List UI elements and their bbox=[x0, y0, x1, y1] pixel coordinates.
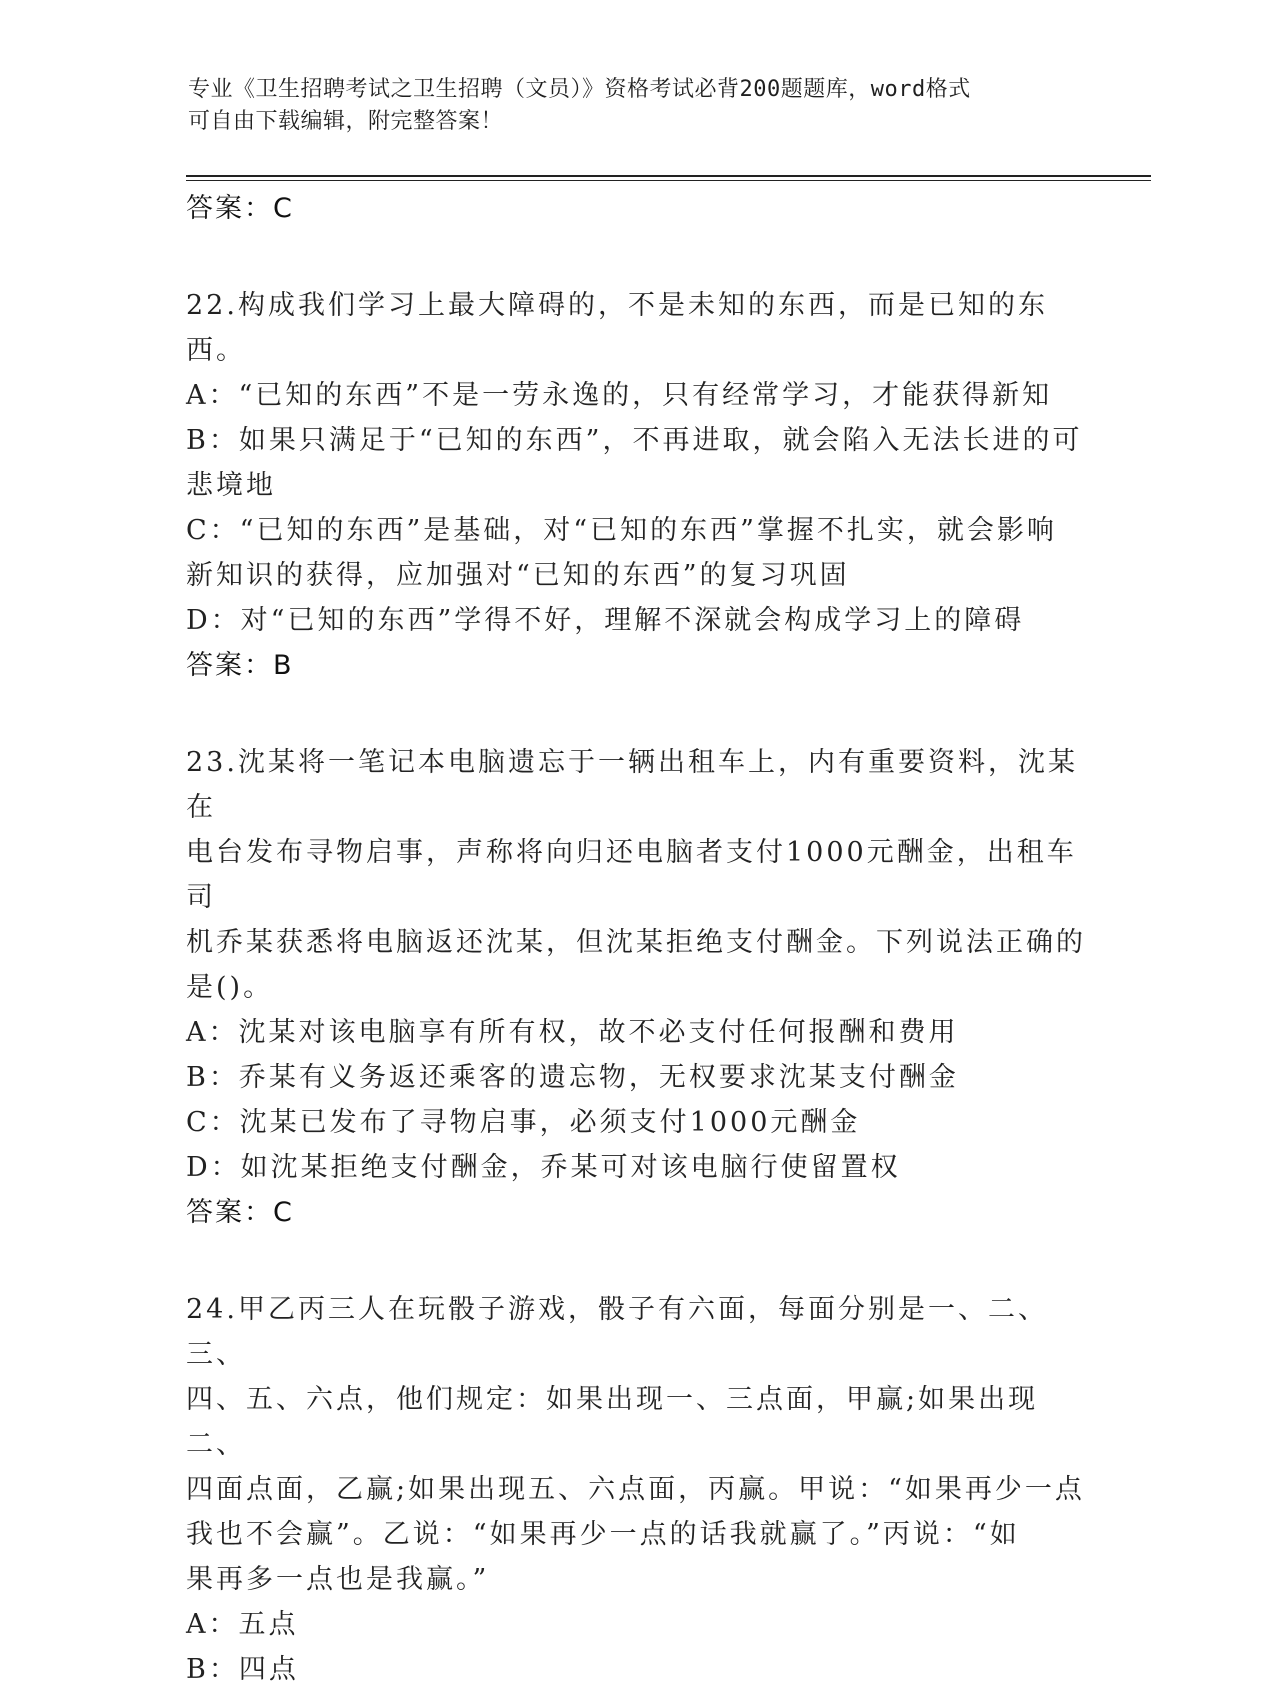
question-text-line: 四面点面，乙赢;如果出现五、六点面，丙赢。甲说：“如果再少一点 bbox=[186, 1474, 1085, 1505]
question-23 bbox=[186, 740, 1086, 1235]
answer-line: 答案：C bbox=[186, 193, 294, 224]
option-d bbox=[186, 1145, 1086, 1190]
option-b bbox=[186, 418, 1086, 508]
option-text-line: 悲境地 bbox=[186, 470, 276, 501]
document-body bbox=[186, 186, 1086, 1692]
option-text-line: C：沈某已发布了寻物启事，必须支付1000元酬金 bbox=[186, 1107, 861, 1138]
option-a bbox=[186, 1010, 1086, 1055]
header-title-line-1: 专业《卫生招聘考试之卫生招聘（文员）》资格考试必背200题题库，word格式 bbox=[188, 77, 971, 102]
document-header bbox=[188, 74, 1068, 138]
header-rule-thick bbox=[186, 175, 1151, 177]
option-text-line: B：四点 bbox=[186, 1654, 299, 1685]
option-text-line: A：沈某对该电脑享有所有权，故不必支付任何报酬和费用 bbox=[186, 1017, 959, 1048]
question-text-line: 我也不会赢”。乙说：“如果再少一点的话我就赢了。”丙说：“如 bbox=[186, 1519, 1020, 1550]
option-d bbox=[186, 598, 1086, 643]
option-c bbox=[186, 508, 1086, 598]
header-rule-thin bbox=[186, 180, 1151, 181]
option-text-line: D：对“已知的东西”学得不好，理解不深就会构成学习上的障碍 bbox=[186, 605, 1025, 636]
question-text-line: 果再多一点也是我赢。” bbox=[186, 1564, 490, 1595]
option-a bbox=[186, 373, 1086, 418]
option-b bbox=[186, 1647, 1086, 1692]
question-text-line: 四、五、六点，他们规定：如果出现一、三点面，甲赢;如果出现二、 bbox=[186, 1384, 1039, 1460]
question-text-line: 是()。 bbox=[186, 972, 274, 1003]
option-text-line: 新知识的获得，应加强对“已知的东西”的复习巩固 bbox=[186, 560, 850, 591]
option-c bbox=[186, 1100, 1086, 1145]
option-text-line: B：如果只满足于“已知的东西”，不再进取，就会陷入无法长进的可 bbox=[186, 425, 1083, 456]
option-text-line: A：“已知的东西”不是一劳永逸的，只有经常学习，才能获得新知 bbox=[186, 380, 1053, 411]
option-text-line: D：如沈某拒绝支付酬金，乔某可对该电脑行使留置权 bbox=[186, 1152, 901, 1183]
header-title-line-2: 可自由下载编辑，附完整答案！ bbox=[188, 109, 504, 134]
question-text-line: 机乔某获悉将电脑返还沈某，但沈某拒绝支付酬金。下列说法正确的 bbox=[186, 927, 1086, 958]
answer-line: 答案：C bbox=[186, 1197, 294, 1228]
option-text-line: A：五点 bbox=[186, 1609, 299, 1640]
option-a bbox=[186, 1602, 1086, 1647]
question-text-line: 电台发布寻物启事，声称将向归还电脑者支付1000元酬金，出租车司 bbox=[186, 837, 1077, 913]
question-22 bbox=[186, 283, 1086, 688]
option-text-line: B：乔某有义务返还乘客的遗忘物，无权要求沈某支付酬金 bbox=[186, 1062, 959, 1093]
option-text-line: C：“已知的东西”是基础，对“已知的东西”掌握不扎实，就会影响 bbox=[186, 515, 1057, 546]
option-b bbox=[186, 1055, 1086, 1100]
question-24 bbox=[186, 1287, 1086, 1692]
question-text-line: 24.甲乙丙三人在玩骰子游戏，骰子有六面，每面分别是一、二、三、 bbox=[186, 1294, 1048, 1370]
answer-line: 答案：B bbox=[186, 650, 294, 681]
question-text-line: 23.沈某将一笔记本电脑遗忘于一辆出租车上，内有重要资料，沈某在 bbox=[186, 747, 1078, 823]
question-text-line: 22.构成我们学习上最大障碍的，不是未知的东西，而是已知的东西。 bbox=[186, 290, 1048, 366]
